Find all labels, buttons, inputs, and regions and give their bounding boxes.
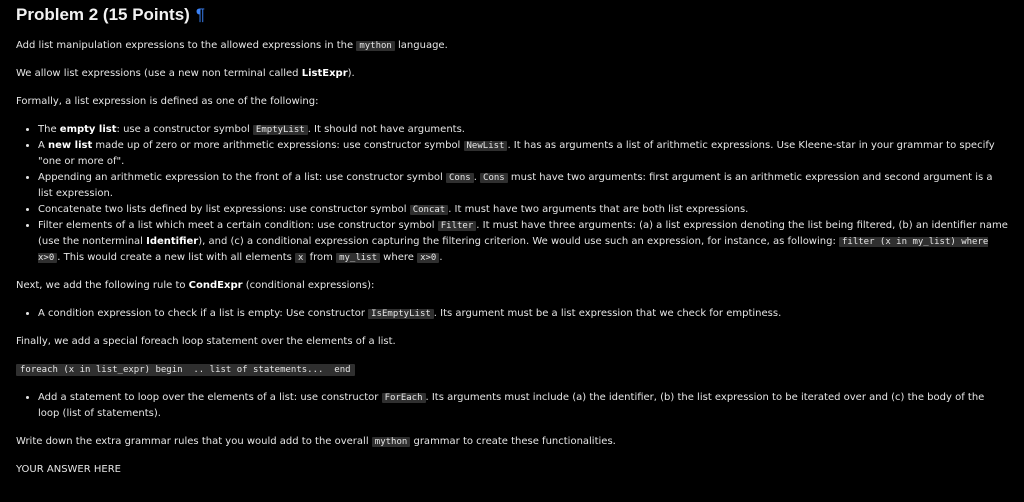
foreach-code-block: foreach (x in list_expr) begin .. list of statements... end: [16, 362, 1008, 378]
inline-code: filter (x in my_list) where x>0: [38, 237, 989, 263]
list-item-isempty: • A condition expression to check if a list is empty: Use constructor IsEmptyList . Its argument must be a list expression that we check for emptiness.: [38, 306, 1008, 322]
allow-paragraph: We allow list expressions (use a new non terminal called ListExpr).: [16, 68, 355, 79]
writedown-paragraph: Write down the extra grammar rules that you would add to the overall mython grammar to create these functionalities.: [16, 436, 616, 447]
list-item-cons: • Appending an arithmetic expression to the front of a list: use constructor symbol Cons . Cons must have two arguments: first argument is an arithmetic expression and second argument is a list expression.: [38, 170, 1008, 202]
inline-code: mython: [356, 41, 395, 51]
inline-code: Cons: [446, 173, 474, 183]
next-paragraph: Next, we add the following rule to CondExpr (conditional expressions):: [16, 280, 375, 291]
inline-code: NewList: [464, 141, 508, 151]
intro-paragraph: Add list manipulation expressions to the allowed expressions in the mython language.: [16, 40, 448, 51]
list-item-empty: • The empty list: use a constructor symbol EmptyList . It should not have arguments.: [38, 122, 1008, 138]
cond-expr-definitions: [16, 306, 1008, 322]
inline-code: x>0: [417, 253, 439, 263]
inline-code: Filter: [438, 221, 477, 231]
anchor-link[interactable]: ¶: [195, 5, 205, 24]
list-expr-definitions: [16, 122, 1008, 266]
inline-code: IsEmptyList: [368, 309, 434, 319]
inline-code: x: [295, 253, 306, 263]
inline-code: EmptyList: [253, 125, 308, 135]
inline-code: Cons: [480, 173, 508, 183]
inline-code: my_list: [336, 253, 380, 263]
list-item-newlist: • A new list made up of zero or more arithmetic expressions: use constructor symbol NewList . It has as arguments a list of arithmetic expressions. Use Kleene-star in your grammar to specify "one or more of".: [38, 138, 1008, 170]
foreach-definitions: [16, 390, 1008, 422]
list-item-concat: • Concatenate two lists defined by list expressions: use constructor symbol Concat . It must have two arguments that are both list expressions.: [38, 202, 1008, 218]
problem-heading: Problem 2 (15 Points) ¶: [16, 5, 205, 24]
finally-paragraph: Finally, we add a special foreach loop statement over the elements of a list.: [16, 336, 396, 347]
list-item-filter: • Filter elements of a list which meet a certain condition: use constructor symbol Filter . It must have three arguments: (a) a list expression denoting the list being filtered, (b) an identifier name (use the nonterminal Identifier), and (c) a conditional expression capturing the filtering criterion. We would use such an expression, for instance, as following: filter (x in my_list) where x>0 . This would create a new list with all elements x from my_list where x>0 .: [38, 218, 1008, 266]
answer-placeholder[interactable]: YOUR ANSWER HERE: [16, 464, 121, 475]
formally-paragraph: Formally, a list expression is defined as one of the following:: [16, 96, 319, 107]
inline-code: Concat: [410, 205, 449, 215]
inline-code: ForEach: [382, 393, 426, 403]
inline-code: mython: [372, 437, 411, 447]
list-item-foreach: • Add a statement to loop over the elements of a list: use constructor ForEach . Its arguments must include (a) the identifier, (b) the list expression to be iterated over and (c) the body of the loop (list of statements).: [38, 390, 1008, 422]
